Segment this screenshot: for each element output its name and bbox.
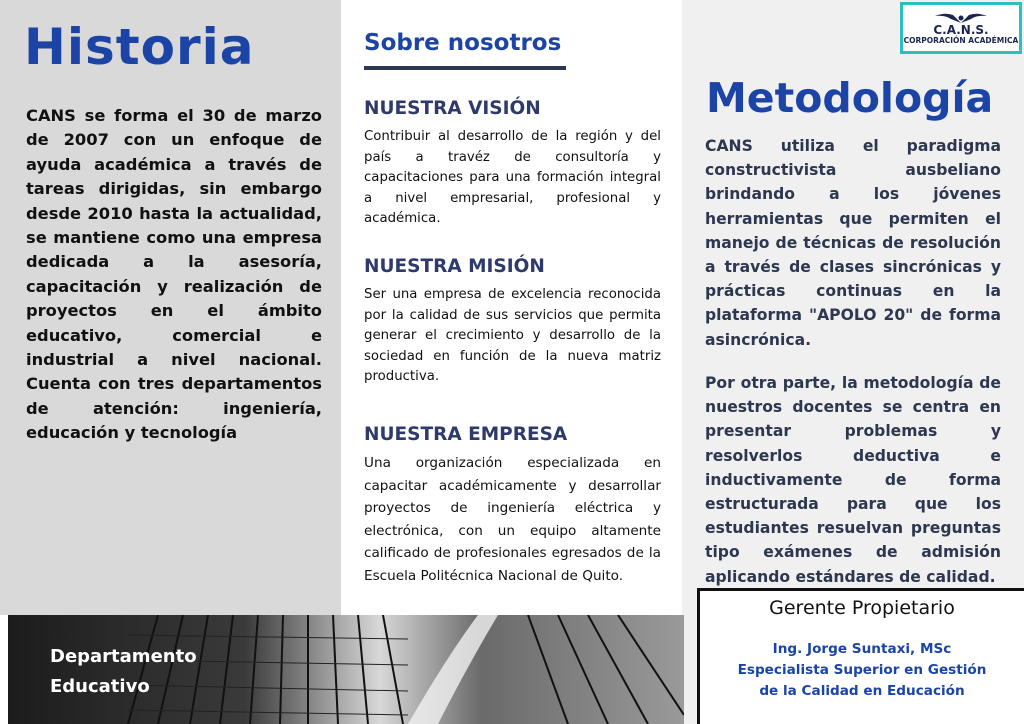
departamento-label bbox=[50, 642, 197, 702]
logo-wings-icon bbox=[931, 12, 991, 24]
sobre-title: Sobre nosotros bbox=[364, 30, 562, 56]
gerente-info bbox=[700, 639, 1024, 702]
departamento-line-2: Educativo bbox=[50, 676, 150, 697]
sobre-title-underline bbox=[364, 66, 566, 70]
empresa-body: Una organización especializada en capacitar académicamente y desarrollar proyectos de ingeniería eléctrica y electrónica, con un equipo altamente calificado de profesionales egresados de la Escuela Politécnica Nacional de Quito. bbox=[364, 455, 661, 584]
gerente-name: Ing. Jorge Suntaxi, MSc bbox=[772, 641, 952, 657]
metodologia-paragraph-1: CANS utiliza el paradigma constructivista ausbeliano brindando a los jóvenes herramientas que permiten el manejo de técnicas de resolución a través de clases sincrónicas y prácticas continuas en la plataforma "APOLO 20" de forma asincrónica. bbox=[705, 137, 1001, 349]
gerente-title: Gerente Propietario bbox=[769, 597, 955, 619]
historia-title: Historia bbox=[24, 18, 255, 76]
logo-subtitle: CORPORACIÓN ACADÉMICA bbox=[903, 35, 1019, 45]
cans-logo bbox=[900, 2, 1022, 54]
logo-name: C.A.N.S. bbox=[933, 22, 989, 37]
gerente-role-line-2: de la Calidad en Educación bbox=[759, 683, 965, 699]
vision-body: Contribuir al desarrollo de la región y del país a travéz de consultoría y capacitaciones para una formación integral a nivel empresarial, profesional y académica. bbox=[364, 129, 661, 226]
empresa-title: NUESTRA EMPRESA bbox=[364, 424, 568, 445]
metodologia-title: Metodología bbox=[706, 74, 994, 122]
vision-title: NUESTRA VISIÓN bbox=[364, 98, 541, 119]
departamento-line-1: Departamento bbox=[50, 646, 197, 667]
metodologia-paragraph-2: Por otra parte, la metodología de nuestros docentes se centra en presentar problemas y resolverlos deductiva e inductivamente de forma estructurada para que los estudiantes resuelvan preguntas tipo exámenes de admisión aplicando estándares de calidad. bbox=[705, 374, 1001, 586]
gerente-card bbox=[697, 588, 1024, 724]
historia-body: CANS se forma el 30 de marzo de 2007 con un enfoque de ayuda académica a través de tareas dirigidas, sin embargo desde 2010 hasta la actualidad, se mantiene como una empresa dedicada a la asesoría, capacitación y realización de proyectos en el ámbito educativo, comercial e industrial a nivel nacional. Cuenta con tres departamentos de atención: ingeniería, educación y tecnología bbox=[26, 106, 322, 443]
gerente-role-line-1: Especialista Superior en Gestión bbox=[737, 662, 987, 678]
mision-body: Ser una empresa de excelencia reconocida por la calidad de sus servicios que permita generar el crecimiento y desarrollo de la sociedad en función de la nueva matriz productiva. bbox=[364, 287, 661, 384]
mision-title: NUESTRA MISIÓN bbox=[364, 256, 545, 277]
